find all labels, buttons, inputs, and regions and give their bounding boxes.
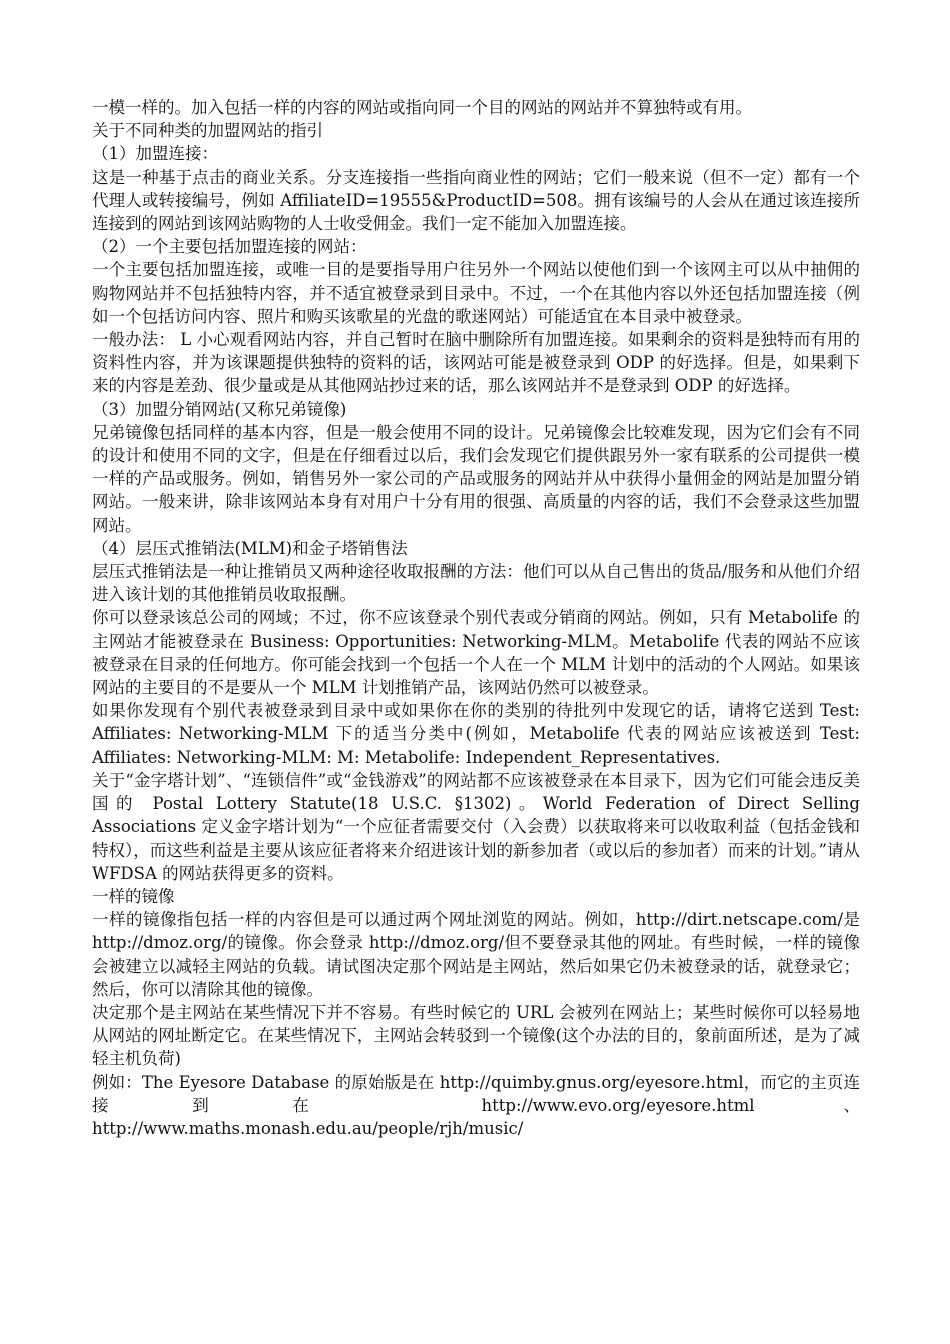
paragraph-mlm-representatives: 如果你发现有个别代表被登录到目录中或如果你在你的类别的待批列中发现它的话，请将它送到 Test: Affiliates: Networking-MLM 下的适当分类中(例如，Metabolife 代表的网站应该被送到 Test: Affiliates: Networking-MLM: M: Metabolife: Independent_Representatives. — [92, 701, 860, 767]
section-heading-affiliate-guidelines: 关于不同种类的加盟网站的指引 — [92, 121, 323, 141]
paragraph-identical-mirrors: 一样的镜像指包括一样的内容但是可以通过两个网址浏览的网站。例如，http://dirt.netscape.com/是 http://dmoz.org/的镜像。你会登录 http://dmoz.org/但不要登录其他的网址。有些时候，一样的镜像会被建立以减轻主网站的负载。请试图决定那个网站是主网站，然后如果它仍未被登录的话，就登录它；然后，你可以清除其他的镜像。 — [92, 910, 860, 999]
paragraph-main-site: 决定那个是主网站在某些情况下并不容易。有些时候它的 URL 会被列在网站上；某些时候你可以轻易地从网站的网址断定它。在某些情况下，主网站会转驳到一个镜像(这个办法的目的，象前面所述，是为了减轻主机负荷) — [92, 1002, 860, 1069]
paragraph-mlm-listing: 你可以登录该总公司的网域；不过，你不应该登录个别代表或分销商的网站。例如，只有 Metabolife 的主网站才能被登录在 Business: Opportunities: Networking-MLM。Metabolife 代表的网站不应该被登录在目录的任何地方。你可能会找到一个包括一个人在一个 MLM 计划中的活动的个人网站。如果该网站的主要目的不是要从一个 MLM 计划推销产品，该网站仍然可以被登录。 — [92, 608, 860, 698]
paragraph-general-method: 一般办法： L 小心观看网站内容，并自己暂时在脑中删除所有加盟连接。如果剩余的资料是独特而有用的资料性内容，并为该课题提供独特的资料的话，该网站可能是被登录到 ODP 的好选择。但是，如果剩下来的内容是差劲、很少量或是从其他网站抄过来的话，那么该网站并不是登录到 ODP 的好选择。 — [92, 330, 860, 396]
paragraph-mlm-definition: 层压式推销法是一种让推销员又两种途径收取报酬的方法：他们可以从自己售出的货品/服务和从他们介绍进入该计划的其他推销员收取报酬。 — [92, 562, 860, 605]
paragraph-example: 例如：The Eyesore Database 的原始版是在 http://quimby.gnus.org/eyesore.html，而它的主页连接到在 http://www.evo.org/eyesore.html 、 http://www.maths.monash.edu.au/people/rjh/music/ — [92, 1072, 860, 1138]
paragraph-pyramid-schemes: 关于“金字塔计划”、“连锁信件”或“金钱游戏”的网站都不应该被登录在本目录下，因为它们可能会违反美国的 Postal Lottery Statute(18 U.S.C. §1302)。World Federation of Direct Selling Associations 定义金字塔计划为“一个应征者需要交付（入会费）以获取将来可以收取利益（包括金钱和特权），而这些利益是主要从该应征者将来介绍进该计划的新参加者（或以后的参加者）而来的计划。”请从 WFDSA 的网站获得更多的资料。 — [92, 770, 860, 883]
subheading-identical-mirrors: 一样的镜像 — [92, 886, 175, 906]
subheading-affiliate-links: （1）加盟连接： — [92, 144, 218, 164]
paragraph-intro-continuation: 一模一样的。加入包括一样的内容的网站或指向同一个目的网站的网站并不算独特或有用。 — [92, 98, 752, 117]
paragraph-affiliate-sites: 一个主要包括加盟连接，或唯一目的是要指导用户往另外一个网站以使他们到一个该网主可以从中抽佣的购物网站并不包括独特内容，并不适宜被登录到目录中。不过，一个在其他内容以外还包括加盟连接（例如一个包括访问内容、照片和购买该歌星的光盘的歌迷网站）可能适宜在本目录中被登录。 — [92, 260, 860, 326]
subheading-affiliate-sites: （2）一个主要包括加盟连接的网站： — [92, 237, 367, 257]
subheading-affiliate-distribution: （3）加盟分销网站(又称兄弟镜像) — [92, 399, 347, 419]
subheading-mlm: （4）层压式推销法(MLM)和金子塔销售法 — [92, 538, 408, 558]
paragraph-affiliate-links: 这是一种基于点击的商业关系。分支连接指一些指向商业性的网站；它们一般来说（但不一定）都有一个代理人或转接编号，例如 AffiliateID=19555&ProductID=508。拥有该编号的人会从在通过该连接所连接到的网站到该网站购物的人士收受佣金。我们一定不能加入加盟连接。 — [92, 167, 860, 234]
paragraph-sibling-mirrors: 兄弟镜像包括同样的基本内容，但是一般会使用不同的设计。兄弟镜像会比较难发现，因为它们会有不同的设计和使用不同的文字，但是在仔细看过以后，我们会发现它们提供跟另外一家有联系的公司提供一模一样的产品或服务。例如，销售另外一家公司的产品或服务的网站并从中获得小量佣金的网站是加盟分销网站。一般来讲，除非该网站本身有对用户十分有用的很强、高质量的内容的话，我们不会登录这些加盟网站。 — [92, 422, 860, 535]
document-page — [92, 96, 860, 1140]
